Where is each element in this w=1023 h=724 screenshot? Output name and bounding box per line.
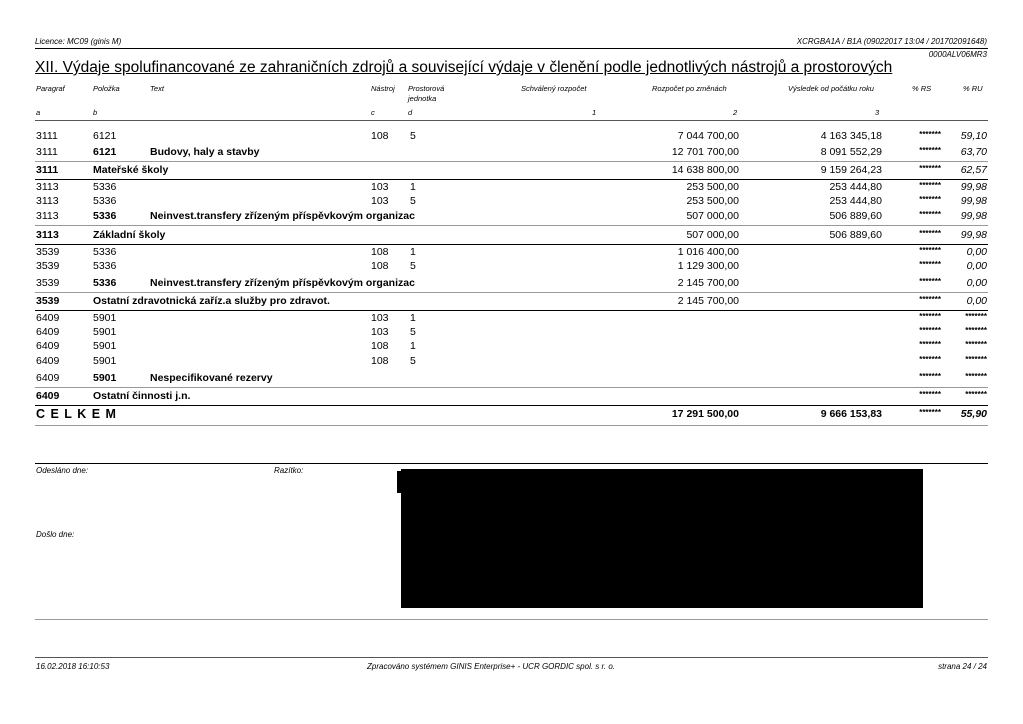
- cell-paragraf: 3111: [36, 146, 58, 158]
- cell-text: Ostatní zdravotnická zaříz.a služby pro zdravot.: [93, 295, 330, 307]
- cell-po-zmenach: 1 016 400,00: [677, 246, 739, 258]
- table-row: [0, 181, 1023, 196]
- cell-nastroj: 108: [371, 130, 389, 142]
- cell-nastroj: 108: [371, 340, 389, 352]
- cell-rs: *******: [919, 312, 941, 321]
- item-subtotal-row: [0, 146, 1023, 161]
- cell-prostorova: 5: [410, 195, 416, 207]
- cell-rs: *******: [919, 130, 941, 139]
- table-row: [0, 195, 1023, 210]
- subtotal-rule: [35, 161, 988, 162]
- cell-polozka: 5336: [93, 277, 117, 289]
- item-subtotal-row: [0, 210, 1023, 225]
- cell-rs: *******: [919, 390, 941, 399]
- col-polozka: Položka: [93, 84, 120, 93]
- cell-po-zmenach: 1 129 300,00: [677, 260, 739, 272]
- cell-vysledek: 9 159 264,23: [820, 164, 882, 176]
- cell-vysledek: 253 444,80: [829, 195, 882, 207]
- cell-rs: *******: [919, 210, 941, 219]
- cell-ru: 63,70: [960, 146, 987, 158]
- table-row: [0, 246, 1023, 261]
- cell-ru: 99,98: [960, 181, 987, 193]
- paragraph-total-row: [0, 390, 1023, 405]
- table-row: [0, 260, 1023, 275]
- footer-rule: [35, 657, 988, 658]
- cell-paragraf: 6409: [36, 355, 60, 367]
- cell-polozka: 5901: [93, 312, 117, 324]
- cell-vysledek: 253 444,80: [829, 181, 882, 193]
- col-po-zmenach: Rozpočet po změnách: [652, 84, 727, 93]
- cell-vysledek: 4 163 345,18: [820, 130, 882, 142]
- table-row: [0, 130, 1023, 145]
- cell-paragraf: 3111: [36, 164, 59, 176]
- cell-ru: *******: [965, 312, 987, 321]
- license-label: Licence: MC09 (ginis M): [35, 37, 122, 46]
- cell-nastroj: 108: [371, 355, 389, 367]
- cell-paragraf: 3113: [36, 210, 59, 222]
- cell-po-zmenach: 253 500,00: [686, 195, 739, 207]
- total-row: [0, 408, 1023, 423]
- col-vysledek: Výsledek od počátku roku: [788, 84, 874, 93]
- sent-date-label: Odesláno dne:: [36, 466, 89, 475]
- total-vysledek: 9 666 153,83: [820, 408, 882, 420]
- cell-ru: 99,98: [960, 195, 987, 207]
- cell-po-zmenach: 2 145 700,00: [677, 295, 739, 307]
- cell-ru: *******: [965, 372, 987, 381]
- cell-rs: *******: [919, 146, 941, 155]
- cell-paragraf: 6409: [36, 312, 60, 324]
- footer-page: strana 24 / 24: [938, 662, 987, 671]
- cell-rs: *******: [919, 340, 941, 349]
- cell-ru: *******: [965, 326, 987, 335]
- cell-polozka: 5901: [93, 372, 117, 384]
- cell-prostorova: 5: [410, 260, 416, 272]
- col-prostorova: Prostorová: [408, 84, 445, 93]
- cell-rs: *******: [919, 229, 941, 238]
- cell-polozka: 6121: [93, 130, 117, 142]
- cell-polozka: 5336: [93, 181, 117, 193]
- subtotal-rule: [35, 225, 988, 226]
- cell-ru: 0,00: [966, 246, 987, 258]
- col-letter-b: b: [93, 108, 98, 117]
- cell-po-zmenach: 507 000,00: [686, 229, 739, 241]
- paragraph-total-rule: [35, 405, 988, 406]
- cell-polozka: 5336: [93, 246, 117, 258]
- cell-prostorova: 1: [410, 246, 416, 258]
- cell-prostorova: 1: [410, 340, 416, 352]
- stamp-label: Razítko:: [274, 466, 304, 475]
- table-row: [0, 312, 1023, 327]
- cell-vysledek: 506 889,60: [829, 210, 882, 222]
- column-header-rule: [35, 120, 988, 121]
- col-letter-a: a: [36, 108, 41, 117]
- cell-nastroj: 108: [371, 246, 389, 258]
- cell-paragraf: 3539: [36, 246, 60, 258]
- cell-paragraf: 3111: [36, 130, 58, 142]
- cell-prostorova: 5: [410, 355, 416, 367]
- col-paragraf: Paragraf: [36, 84, 65, 93]
- cell-paragraf: 3113: [36, 229, 59, 241]
- cell-po-zmenach: 253 500,00: [686, 181, 739, 193]
- cell-rs: *******: [919, 326, 941, 335]
- cell-ru: *******: [965, 355, 987, 364]
- cell-paragraf: 6409: [36, 390, 60, 402]
- cell-paragraf: 3113: [36, 181, 59, 193]
- table-row: [0, 355, 1023, 370]
- cell-po-zmenach: 2 145 700,00: [677, 277, 739, 289]
- cell-polozka: 5336: [93, 210, 117, 222]
- item-subtotal-row: [0, 277, 1023, 292]
- footer-processed: Zpracováno systémem GINIS Enterprise+ - UCR GORDIC spol. s r. o.: [367, 662, 615, 671]
- cell-paragraf: 3539: [36, 277, 60, 289]
- cell-ru: 0,00: [966, 295, 987, 307]
- cell-ru: 99,98: [960, 210, 987, 222]
- cell-nastroj: 108: [371, 260, 389, 272]
- cell-prostorova: 5: [410, 326, 416, 338]
- col-number-3: 3: [875, 108, 880, 117]
- col-ru: % RU: [963, 84, 983, 93]
- paragraph-total-rule: [35, 179, 988, 180]
- cell-po-zmenach: 12 701 700,00: [671, 146, 739, 158]
- cell-ru: *******: [965, 340, 987, 349]
- cell-polozka: 5336: [93, 195, 117, 207]
- cell-nastroj: 103: [371, 326, 389, 338]
- cell-text: Neinvest.transfery zřízeným příspěvkovým organizac: [150, 210, 415, 222]
- redaction-block: [401, 469, 923, 608]
- cell-rs: *******: [919, 195, 941, 204]
- cell-ru: 0,00: [966, 260, 987, 272]
- cell-paragraf: 6409: [36, 326, 60, 338]
- col-nastroj: Nástroj: [371, 84, 395, 93]
- col-number-1: 1: [592, 108, 597, 117]
- cell-paragraf: 3113: [36, 195, 59, 207]
- cell-polozka: 5901: [93, 340, 117, 352]
- total-po-zmenach: 17 291 500,00: [671, 408, 739, 420]
- cell-ru: *******: [965, 390, 987, 399]
- table-row: [0, 340, 1023, 355]
- received-date-label: Došlo dne:: [36, 530, 75, 539]
- paragraph-total-rule: [35, 244, 988, 245]
- cell-text: Ostatní činnosti j.n.: [93, 390, 191, 402]
- col-schvaleny: Schválený rozpočet: [521, 84, 587, 93]
- total-bottom-rule: [35, 425, 988, 426]
- cell-rs: *******: [919, 355, 941, 364]
- cell-vysledek: 8 091 552,29: [820, 146, 882, 158]
- col-jednotka: jednotka: [408, 94, 437, 103]
- paragraph-total-row: [0, 295, 1023, 310]
- paragraph-total-row: [0, 164, 1023, 179]
- cell-polozka: 5901: [93, 355, 117, 367]
- cell-paragraf: 6409: [36, 340, 60, 352]
- cell-text: Budovy, haly a stavby: [150, 146, 260, 158]
- table-row: [0, 326, 1023, 341]
- cell-rs: *******: [919, 260, 941, 269]
- cell-rs: *******: [919, 295, 941, 304]
- paragraph-total-rule: [35, 310, 988, 311]
- subtotal-rule: [35, 387, 988, 388]
- total-label: C E L K E M: [36, 407, 117, 421]
- col-rs: % RS: [912, 84, 932, 93]
- signature-bottom-rule: [35, 619, 988, 620]
- cell-rs: *******: [919, 246, 941, 255]
- cell-paragraf: 3539: [36, 260, 60, 272]
- cell-rs: *******: [919, 164, 941, 173]
- cell-text: Základní školy: [93, 229, 166, 241]
- col-number-2: 2: [733, 108, 738, 117]
- cell-nastroj: 103: [371, 181, 389, 193]
- col-letter-c: c: [371, 108, 375, 117]
- report-title: XII. Výdaje spolufinancované ze zahraničních zdrojů a související výdaje v členění podle jednotlivých nástrojů a prostorových: [35, 59, 893, 76]
- cell-polozka: 5901: [93, 326, 117, 338]
- cell-po-zmenach: 7 044 700,00: [677, 130, 739, 142]
- total-rs: *******: [919, 408, 941, 417]
- document-id: 0000ALV06MR3: [928, 50, 987, 59]
- cell-nastroj: 103: [371, 195, 389, 207]
- cell-polozka: 6121: [93, 146, 117, 158]
- cell-ru: 0,00: [966, 277, 987, 289]
- cell-ru: 99,98: [960, 229, 987, 241]
- cell-po-zmenach: 14 638 800,00: [671, 164, 739, 176]
- cell-po-zmenach: 507 000,00: [686, 210, 739, 222]
- footer-datetime: 16.02.2018 16:10:53: [36, 662, 110, 671]
- cell-polozka: 5336: [93, 260, 117, 272]
- cell-prostorova: 5: [410, 130, 416, 142]
- total-ru: 55,90: [960, 408, 987, 420]
- signature-top-rule: [35, 463, 988, 464]
- cell-vysledek: 506 889,60: [829, 229, 882, 241]
- cell-rs: *******: [919, 181, 941, 190]
- cell-prostorova: 1: [410, 312, 416, 324]
- cell-rs: *******: [919, 277, 941, 286]
- col-letter-d: d: [408, 108, 413, 117]
- cell-paragraf: 3539: [36, 295, 60, 307]
- item-subtotal-row: [0, 372, 1023, 387]
- cell-ru: 62,57: [960, 164, 987, 176]
- document-code: XCRGBA1A / B1A (09022017 13:04 / 201702091648): [796, 37, 987, 46]
- cell-nastroj: 103: [371, 312, 389, 324]
- cell-text: Nespecifikované rezervy: [150, 372, 273, 384]
- cell-rs: *******: [919, 372, 941, 381]
- cell-text: Neinvest.transfery zřízeným příspěvkovým organizac: [150, 277, 415, 289]
- cell-text: Mateřské školy: [93, 164, 169, 176]
- col-text: Text: [150, 84, 164, 93]
- subtotal-rule: [35, 292, 988, 293]
- cell-ru: 59,10: [960, 130, 987, 142]
- cell-paragraf: 6409: [36, 372, 60, 384]
- paragraph-total-row: [0, 229, 1023, 244]
- cell-prostorova: 1: [410, 181, 416, 193]
- header-rule: [35, 48, 988, 49]
